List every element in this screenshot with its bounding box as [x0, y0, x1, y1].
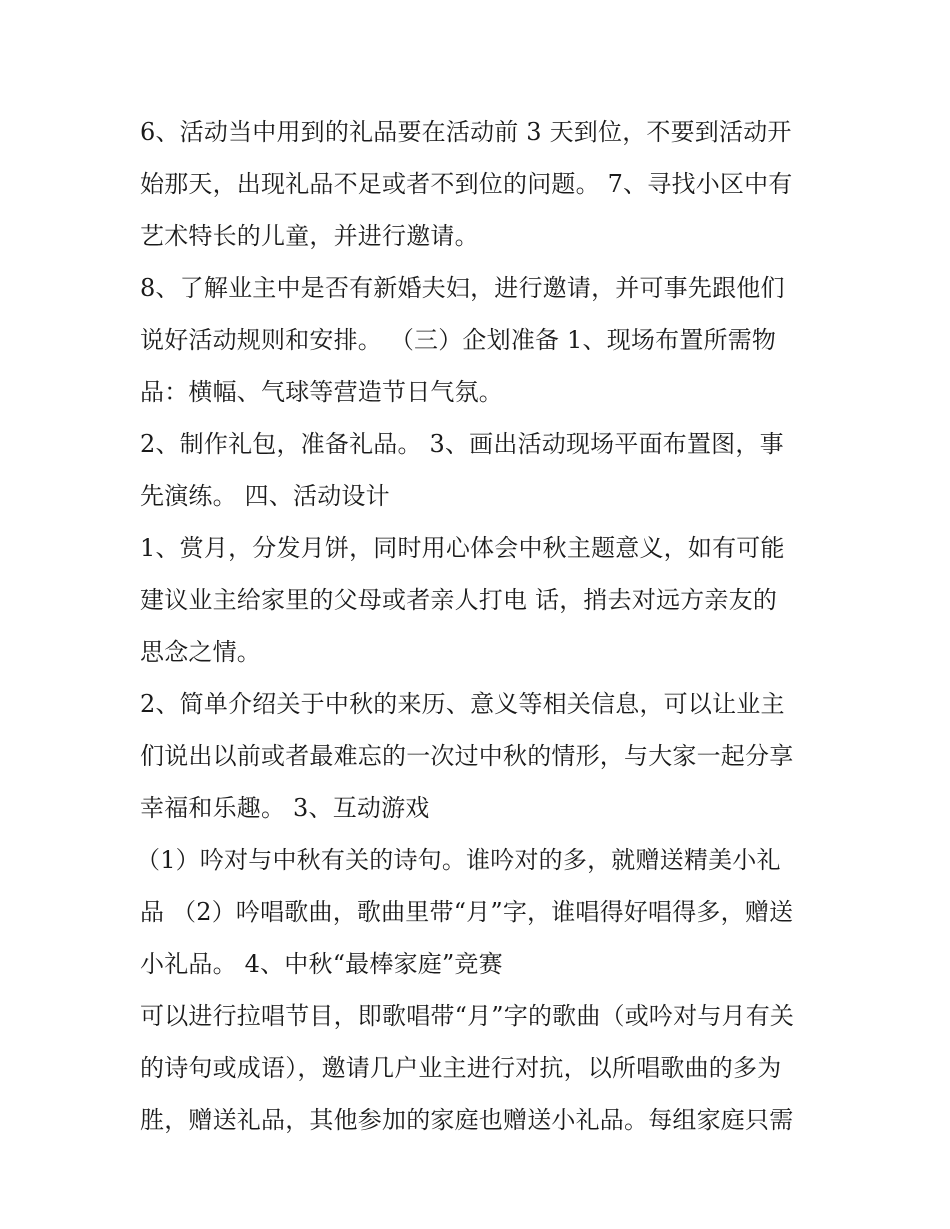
text-line: 先演练。 四、活动设计: [140, 482, 390, 510]
text-line: 胜，赠送礼品，其他参加的家庭也赠送小礼品。每组家庭只需: [140, 1106, 794, 1134]
text-line: 8、了解业主中是否有新婚夫妇，进行邀请，并可事先跟他们: [140, 274, 785, 302]
text-line: 艺术特长的儿童，并进行邀请。: [140, 222, 479, 250]
text-line: 建议业主给家里的父母或者亲人打电 话，捎去对远方亲友的: [140, 586, 778, 614]
text-line: 始那天，出现礼品不足或者不到位的问题。 7、寻找小区中有: [140, 170, 793, 198]
text-line: 1、赏月，分发月饼，同时用心体会中秋主题意义，如有可能: [140, 534, 785, 562]
text-line: 2、制作礼包，准备礼品。 3、画出活动现场平面布置图，事: [140, 430, 784, 458]
text-line: 们说出以前或者最难忘的一次过中秋的情形，与大家一起分享: [140, 742, 794, 770]
text-line: 幸福和乐趣。 3、互动游戏: [140, 794, 430, 822]
text-line: 6、活动当中用到的礼品要在活动前 3 天到位，不要到活动开: [140, 118, 792, 146]
text-line: 说好活动规则和安排。 （三）企划准备 1、现场布置所需物: [140, 326, 777, 354]
text-line: 品：横幅、气球等营造节日气氛。: [140, 378, 503, 406]
text-line: 2、简单介绍关于中秋的来历、意义等相关信息，可以让业主: [140, 690, 785, 718]
text-line: 的诗句或成语），邀请几户业主进行对抗，以所唱歌曲的多为: [140, 1054, 782, 1082]
text-line: 可以进行拉唱节目，即歌唱带“月”字的歌曲（或吟对与月有关: [140, 1002, 795, 1030]
text-line: 品 （2）吟唱歌曲，歌曲里带“月”字，谁唱得好唱得多，赠送: [140, 898, 794, 926]
text-line: 思念之情。: [140, 638, 261, 666]
document-body: [136, 106, 830, 1146]
text-line: 小礼品。 4、中秋“最棒家庭”竞赛: [140, 950, 503, 978]
text-line: （1）吟对与中秋有关的诗句。谁吟对的多，就赠送精美小礼: [136, 846, 781, 874]
